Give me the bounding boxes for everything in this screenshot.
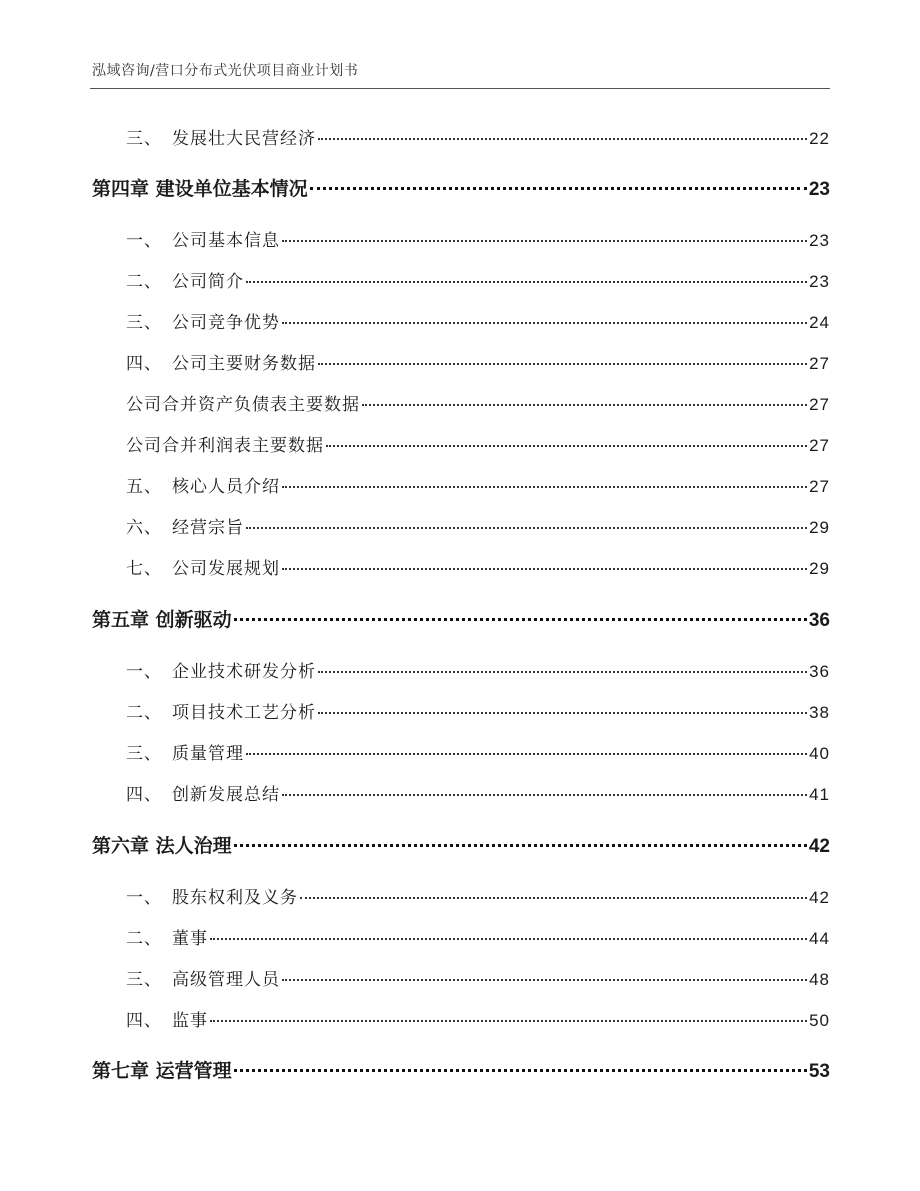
toc-entry-title: 企业技术研发分析	[172, 662, 316, 682]
toc-entry[interactable]	[92, 883, 830, 908]
dot-leader	[246, 526, 807, 529]
toc-entry-title: 高级管理人员	[172, 970, 280, 990]
toc-entry-number: 三、	[126, 129, 162, 149]
toc-entry-title: 公司发展规划	[172, 559, 280, 579]
toc-entry-title: 项目技术工艺分析	[172, 703, 316, 723]
dot-leader	[234, 1068, 807, 1072]
toc-entry-title: 核心人员介绍	[172, 477, 280, 497]
toc-chapter-page: 36	[808, 610, 830, 631]
toc-subentry-page: 27	[809, 395, 830, 414]
toc-entry-page: 41	[809, 785, 830, 804]
toc-entry-number: 四、	[126, 354, 162, 374]
toc-entry-number: 二、	[126, 703, 162, 723]
dot-leader	[310, 186, 807, 190]
toc-entry-title: 公司基本信息	[172, 231, 280, 251]
toc-entry-number: 六、	[126, 518, 162, 538]
dot-leader	[282, 239, 807, 242]
toc-entry-number: 一、	[126, 231, 162, 251]
toc-entry-number: 四、	[126, 785, 162, 805]
toc-entry-title: 公司主要财务数据	[172, 354, 316, 374]
toc-entry-page: 27	[809, 477, 830, 496]
dot-leader	[318, 670, 807, 673]
toc-entry[interactable]	[92, 308, 830, 333]
dot-leader	[318, 137, 807, 140]
toc-entry-title: 监事	[172, 1011, 208, 1031]
toc-entry-number: 七、	[126, 559, 162, 579]
toc-entry[interactable]	[92, 698, 830, 723]
toc-entry[interactable]	[92, 554, 830, 579]
toc-subentry-title: 公司合并资产负债表主要数据	[126, 395, 360, 415]
dot-leader	[210, 1019, 807, 1022]
toc-entry-title: 公司简介	[172, 272, 244, 292]
toc-chapter[interactable]	[92, 605, 830, 632]
toc-chapter-page: 42	[808, 836, 830, 857]
toc-entry[interactable]	[92, 472, 830, 497]
toc-entry[interactable]	[92, 513, 830, 538]
toc-subentry-title: 公司合并利润表主要数据	[126, 436, 324, 456]
dot-leader	[234, 617, 807, 621]
dot-leader	[246, 752, 807, 755]
toc-entry[interactable]	[92, 657, 830, 682]
toc-entry-number: 三、	[126, 313, 162, 333]
dot-leader	[282, 978, 807, 981]
toc-entry-page: 50	[809, 1011, 830, 1030]
toc-entry-number: 四、	[126, 1011, 162, 1031]
dot-leader	[282, 321, 807, 324]
toc-chapter-page: 23	[808, 179, 830, 200]
toc-entry-title: 公司竞争优势	[172, 313, 280, 333]
toc-entry[interactable]	[92, 780, 830, 805]
toc-entry-number: 二、	[126, 929, 162, 949]
toc-chapter[interactable]	[92, 174, 830, 201]
toc-entry-page: 29	[809, 559, 830, 578]
header-divider	[90, 88, 830, 89]
toc-entry-page: 48	[809, 970, 830, 989]
toc-chapter[interactable]	[92, 831, 830, 858]
toc-entry[interactable]	[92, 739, 830, 764]
toc-subentry[interactable]	[92, 390, 830, 415]
toc-entry-page: 27	[809, 354, 830, 373]
toc-entry[interactable]	[92, 924, 830, 949]
toc-entry-page: 44	[809, 929, 830, 948]
toc-entry-page: 29	[809, 518, 830, 537]
toc-entry-number: 五、	[126, 477, 162, 497]
toc-entry-number: 三、	[126, 970, 162, 990]
toc-entry-page: 22	[809, 129, 830, 148]
toc-entry[interactable]	[92, 965, 830, 990]
toc-entry-title: 创新发展总结	[172, 785, 280, 805]
toc-entry[interactable]	[92, 349, 830, 374]
toc-subentry-page: 27	[809, 436, 830, 455]
toc-entry-page: 42	[809, 888, 830, 907]
toc-chapter[interactable]	[92, 1056, 830, 1083]
toc-entry-page: 36	[809, 662, 830, 681]
toc-entry-number: 三、	[126, 744, 162, 764]
dot-leader	[282, 485, 807, 488]
toc-chapter-title: 第七章 运营管理	[92, 1060, 232, 1082]
running-header: 泓域咨询/营口分布式光伏项目商业计划书	[92, 63, 359, 79]
toc-chapter-title: 第六章 法人治理	[92, 835, 232, 857]
dot-leader	[282, 793, 807, 796]
toc-entry-title: 股东权利及义务	[172, 888, 298, 908]
toc-entry-title: 发展壮大民营经济	[172, 129, 316, 149]
dot-leader	[282, 567, 807, 570]
dot-leader	[318, 362, 807, 365]
toc-chapter-title: 第五章 创新驱动	[92, 609, 232, 631]
toc-entry-title: 经营宗旨	[172, 518, 244, 538]
toc-chapter-page: 53	[808, 1061, 830, 1082]
dot-leader	[362, 403, 807, 406]
toc-entry[interactable]	[92, 124, 830, 149]
toc-entry-page: 38	[809, 703, 830, 722]
dot-leader	[210, 937, 807, 940]
dot-leader	[326, 444, 807, 447]
toc-entry-title: 质量管理	[172, 744, 244, 764]
toc-entry-page: 23	[809, 231, 830, 250]
dot-leader	[246, 280, 807, 283]
toc-chapter-title: 第四章 建设单位基本情况	[92, 178, 308, 200]
dot-leader	[300, 896, 807, 899]
toc-entry-page: 23	[809, 272, 830, 291]
toc-entry-number: 一、	[126, 888, 162, 908]
toc-entry-number: 二、	[126, 272, 162, 292]
toc-subentry[interactable]	[92, 431, 830, 456]
toc-entry[interactable]	[92, 1006, 830, 1031]
toc-entry-page: 24	[809, 313, 830, 332]
toc-entry-page: 40	[809, 744, 830, 763]
toc-entry-number: 一、	[126, 662, 162, 682]
toc-entry[interactable]	[92, 226, 830, 251]
dot-leader	[318, 711, 807, 714]
toc-entry-title: 董事	[172, 929, 208, 949]
dot-leader	[234, 843, 807, 847]
toc-entry[interactable]	[92, 267, 830, 292]
